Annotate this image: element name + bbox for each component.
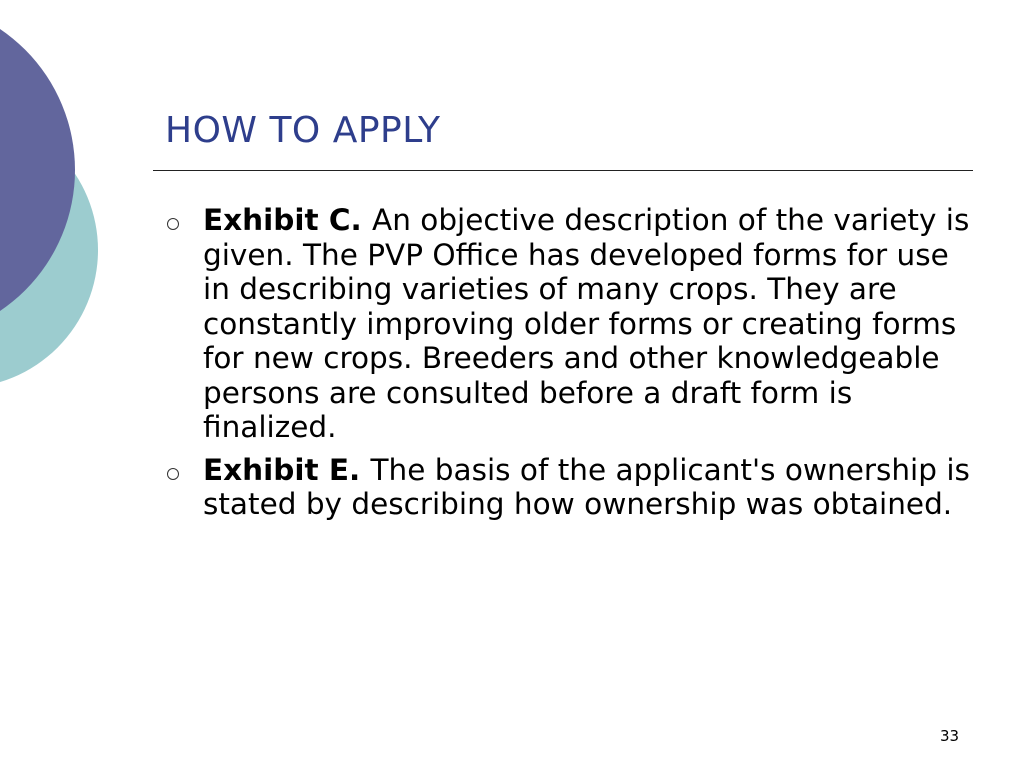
bullet-text: An objective description of the variety is given. The PVP Office has developed forms for use in describing varieties of many crops. They are constantly improving older forms or creating forms for new crops. Breeders and other knowledgeable persons are consulted before a draft form is finalized. <box>203 203 970 444</box>
bullet-list <box>160 203 980 530</box>
slide-title: HOW TO APPLY <box>165 110 441 151</box>
hollow-circle-icon <box>167 218 179 230</box>
page-number: 33 <box>940 727 960 745</box>
bullet-label: Exhibit E. <box>203 452 371 487</box>
decorative-circles <box>0 0 110 420</box>
hollow-circle-icon <box>167 468 179 480</box>
title-divider <box>153 170 973 171</box>
bullet-item-exhibit-e <box>160 453 980 522</box>
bullet-label: Exhibit C. <box>203 203 373 237</box>
bullet-text: The basis of the applicant's ownership is stated by describing how ownership was obtained. <box>203 452 970 521</box>
bullet-item-exhibit-c <box>160 203 980 445</box>
